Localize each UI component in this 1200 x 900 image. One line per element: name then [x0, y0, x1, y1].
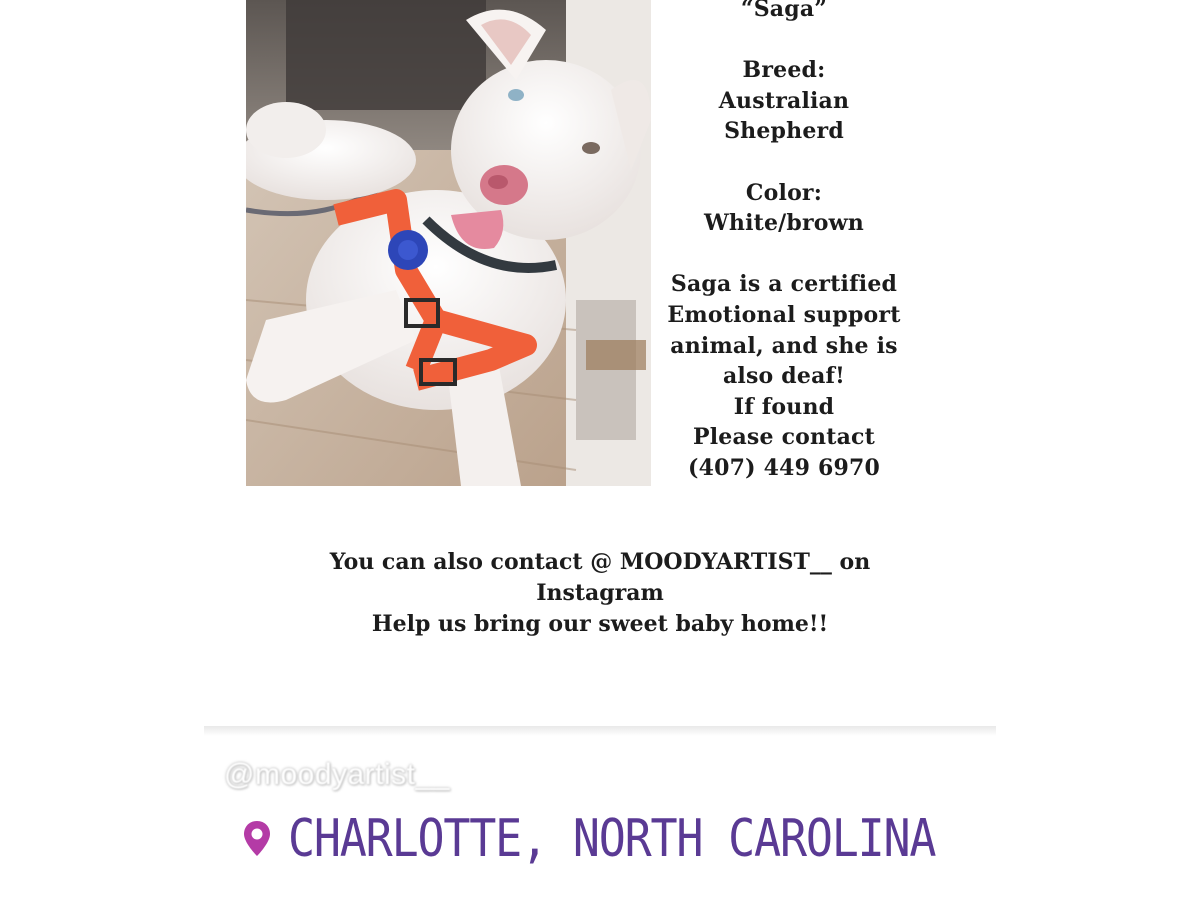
footer-line: You can also contact @ MOODYARTIST__ on — [329, 549, 871, 575]
location-pin-icon — [242, 819, 272, 859]
location-text: CHARLOTTE, NORTH CAROLINA — [288, 808, 936, 869]
color-value: White/brown — [703, 210, 865, 237]
dog-details — [660, 0, 908, 484]
divider — [204, 726, 996, 736]
footer-line: Help us bring our sweet baby home!! — [371, 611, 829, 637]
instagram-handle[interactable]: @moodyartist__ — [224, 758, 450, 791]
dog-illustration — [246, 0, 651, 486]
dog-name: “Saga” — [740, 0, 828, 22]
breed-label: Breed: — [742, 57, 826, 84]
dog-photo — [246, 0, 651, 486]
description-line: animal, and she is — [670, 332, 898, 359]
flyer-footer — [250, 547, 950, 640]
description-line: Emotional support — [667, 301, 901, 328]
footer-line: Instagram — [536, 580, 664, 606]
breed-value-line2: Shepherd — [724, 118, 844, 145]
description-line: Saga is a certified — [670, 271, 898, 298]
color-label: Color: — [745, 179, 823, 206]
contact-phone: (407) 449 6970 — [687, 454, 880, 481]
description-line: Please contact — [692, 424, 876, 451]
location-tag[interactable] — [242, 808, 936, 869]
description-line: If found — [733, 393, 835, 420]
breed-value-line1: Australian — [718, 87, 850, 114]
description-line: also deaf! — [722, 363, 846, 390]
